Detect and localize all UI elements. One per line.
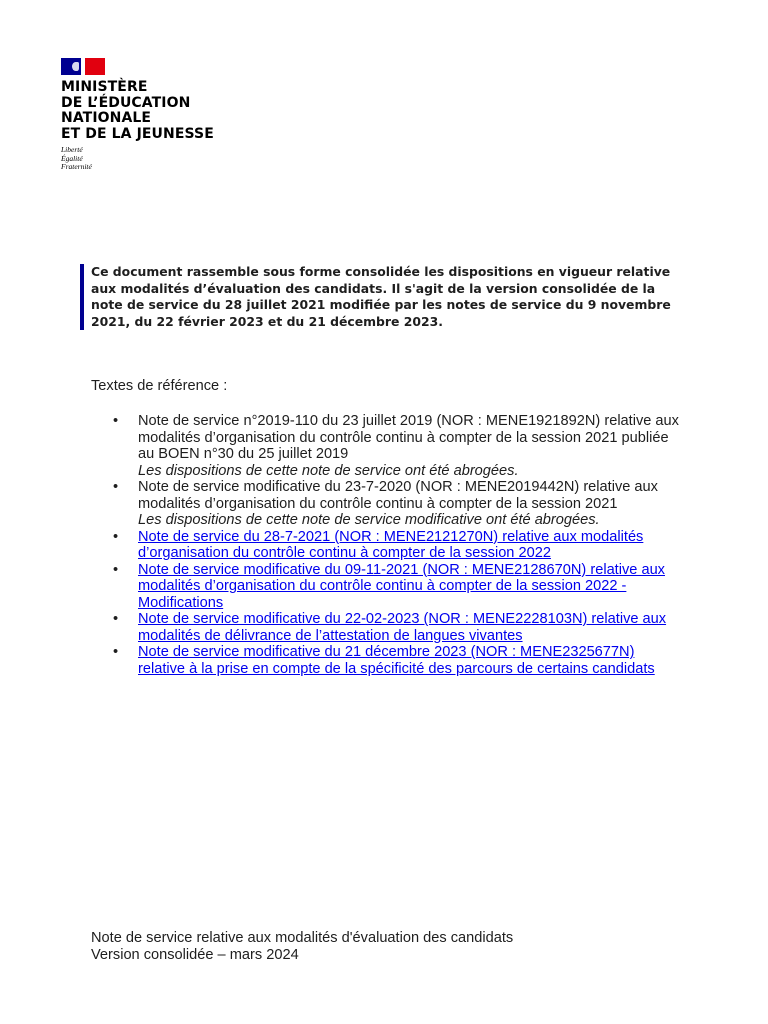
bullet: • xyxy=(113,528,119,545)
reference-item xyxy=(111,611,681,644)
ministry-line: MINISTÈRE xyxy=(61,79,148,95)
ministry-line: NATIONALE xyxy=(61,110,152,126)
republic-motto xyxy=(61,146,261,172)
motto-line: Égalité xyxy=(61,153,83,163)
motto-line: Fraternité xyxy=(61,162,92,171)
reference-item xyxy=(111,644,681,677)
reference-link[interactable]: Note de service modificative du 09-11-2021 (NOR : MENE2128670N) relative aux modalités d’organisation du contrôle continu à compter de la session 2022 - Modifications xyxy=(138,561,665,611)
bullet: • xyxy=(113,644,119,660)
bullet: • xyxy=(113,479,119,495)
reference-item xyxy=(111,562,681,612)
footer-title: Note de service relative aux modalités d'évaluation des candidats xyxy=(91,930,514,946)
intro-callout: Ce document rassemble sous forme consolidée les dispositions en vigueur relative aux modalités d’évaluation des candidats. Il s'agit de la version consolidée de la note de service du 28 juillet 2021 modifiée par les notes de service du 9 novembre 2021, du 22 février 2023 et du 21 décembre 2023. xyxy=(80,264,691,330)
reference-item xyxy=(111,529,681,562)
reference-link[interactable]: Note de service modificative du 21 décembre 2023 (NOR : MENE2325677N) relative à la prise en compte de la spécificité des parcours de certains candidats xyxy=(138,644,655,677)
reference-text: Note de service n°2019-110 du 23 juillet 2019 (NOR : MENE1921892N) relative aux modalités d’organisation du contrôle continu à compter de la session 2021 publiée au BOEN n°30 du 25 juillet 2019 xyxy=(138,413,679,462)
reference-text: Note de service modificative du 23-7-2020 (NOR : MENE2019442N) relative aux modalités d’organisation du contrôle continu à compter de la session 2021 xyxy=(138,479,658,512)
reference-link[interactable]: Note de service du 28-7-2021 (NOR : MENE2121270N) relative aux modalités d’organisation du contrôle continu à compter de la session 2022 xyxy=(138,528,644,561)
marianne-flag-icon xyxy=(61,58,105,75)
reference-note: Les dispositions de cette note de service ont été abrogées. xyxy=(138,462,519,479)
ministry-line: DE L’ÉDUCATION xyxy=(61,94,191,111)
reference-item xyxy=(111,413,681,479)
references-list xyxy=(111,413,681,677)
reference-item xyxy=(111,479,681,529)
ministry-line: ET DE LA JEUNESSE xyxy=(61,125,214,142)
bullet: • xyxy=(113,413,119,429)
reference-link[interactable]: Note de service modificative du 22-02-2023 (NOR : MENE2228103N) relative aux modalités de délivrance de l’attestation de langues vivantes xyxy=(138,611,667,644)
reference-note: Les dispositions de cette note de service modificative ont été abrogées. xyxy=(138,512,600,528)
footer-version: Version consolidée – mars 2024 xyxy=(91,946,299,963)
ministry-name xyxy=(61,80,261,142)
motto-line: Liberté xyxy=(61,145,83,154)
bullet: • xyxy=(113,611,119,627)
bullet: • xyxy=(113,561,119,578)
ministry-logo xyxy=(61,58,261,172)
page-footer xyxy=(91,930,513,963)
references-heading: Textes de référence : xyxy=(91,378,228,394)
